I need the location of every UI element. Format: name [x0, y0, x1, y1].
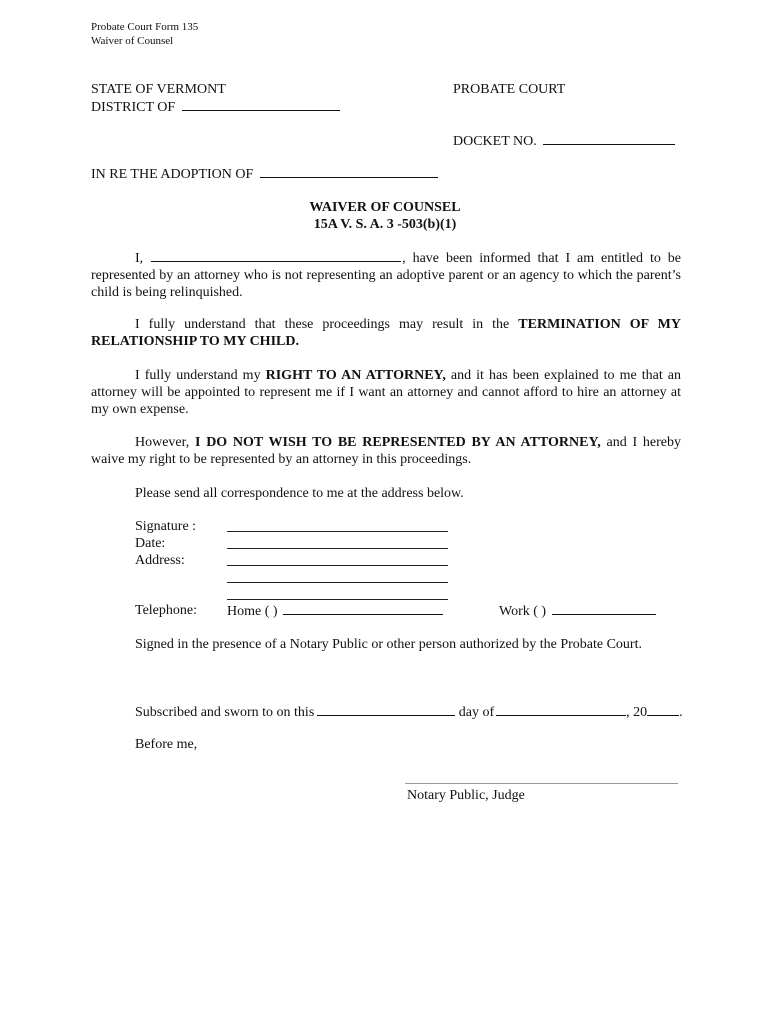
home-phone-field[interactable]: [283, 602, 443, 615]
address-line-1[interactable]: [227, 565, 448, 566]
paragraph-informed: I, , have been informed that I am entitled to be represented by an attorney who is not representing an adoptive parent or an agency to which the parent’s child is being relinquished.: [91, 251, 681, 300]
court-label: PROBATE COURT: [453, 82, 566, 97]
address-line-3[interactable]: [227, 599, 448, 600]
work-phone-field[interactable]: [552, 602, 656, 615]
date-field[interactable]: [227, 548, 448, 549]
home-phone: Home ( ): [227, 602, 443, 620]
correspondence-instruction: Please send all correspondence to me at the address below.: [135, 486, 464, 501]
state-label: STATE OF VERMONT: [91, 82, 226, 97]
address-label: Address:: [135, 553, 185, 568]
paragraph-termination: I fully understand that these proceedings may result in the TERMINATION OF MY RELATIONSHIP TO MY CHILD.: [91, 317, 681, 349]
document-title: WAIVER OF COUNSEL: [309, 200, 461, 215]
before-me: Before me,: [135, 737, 198, 752]
paragraph-right-to-attorney: I fully understand my RIGHT TO AN ATTORNEY, and it has been explained to me that an attorney will be appointed to represent me if I want an attorney and cannot afford to hire an attorney at my own expense.: [91, 368, 681, 417]
notary-statement: Signed in the presence of a Notary Public or other person authorized by the Probate Court.: [135, 637, 642, 652]
adoption-name-field[interactable]: [260, 165, 438, 178]
district-label: DISTRICT OF: [91, 98, 340, 116]
telephone-label: Telephone:: [135, 603, 197, 618]
work-phone: Work ( ): [499, 602, 656, 620]
name-field[interactable]: [151, 249, 401, 262]
month-field[interactable]: [496, 703, 626, 716]
date-label: Date:: [135, 536, 166, 551]
adoption-label: IN RE THE ADOPTION OF: [91, 165, 438, 183]
form-subtitle: Waiver of Counsel: [91, 35, 174, 47]
signature-label: Signature :: [135, 519, 197, 534]
subscribed-sworn: Subscribed and sworn to on this day of , 20 .: [135, 705, 683, 720]
signature-field[interactable]: [227, 531, 448, 532]
day-field[interactable]: [317, 703, 455, 716]
year-field[interactable]: [647, 703, 679, 716]
docket-label: DOCKET NO.: [453, 132, 675, 150]
paragraph-waiver: However, I DO NOT WISH TO BE REPRESENTED BY AN ATTORNEY, and I hereby waive my right to be represented by an attorney in this proceedings.: [91, 435, 681, 467]
docket-field[interactable]: [543, 132, 675, 145]
notary-signature-line[interactable]: [405, 783, 678, 784]
form-number: Probate Court Form 135: [91, 21, 199, 33]
district-field[interactable]: [182, 98, 340, 111]
statute-citation: 15A V. S. A. 3 -503(b)(1): [313, 217, 457, 232]
notary-title: Notary Public, Judge: [407, 788, 525, 803]
address-line-2[interactable]: [227, 582, 448, 583]
